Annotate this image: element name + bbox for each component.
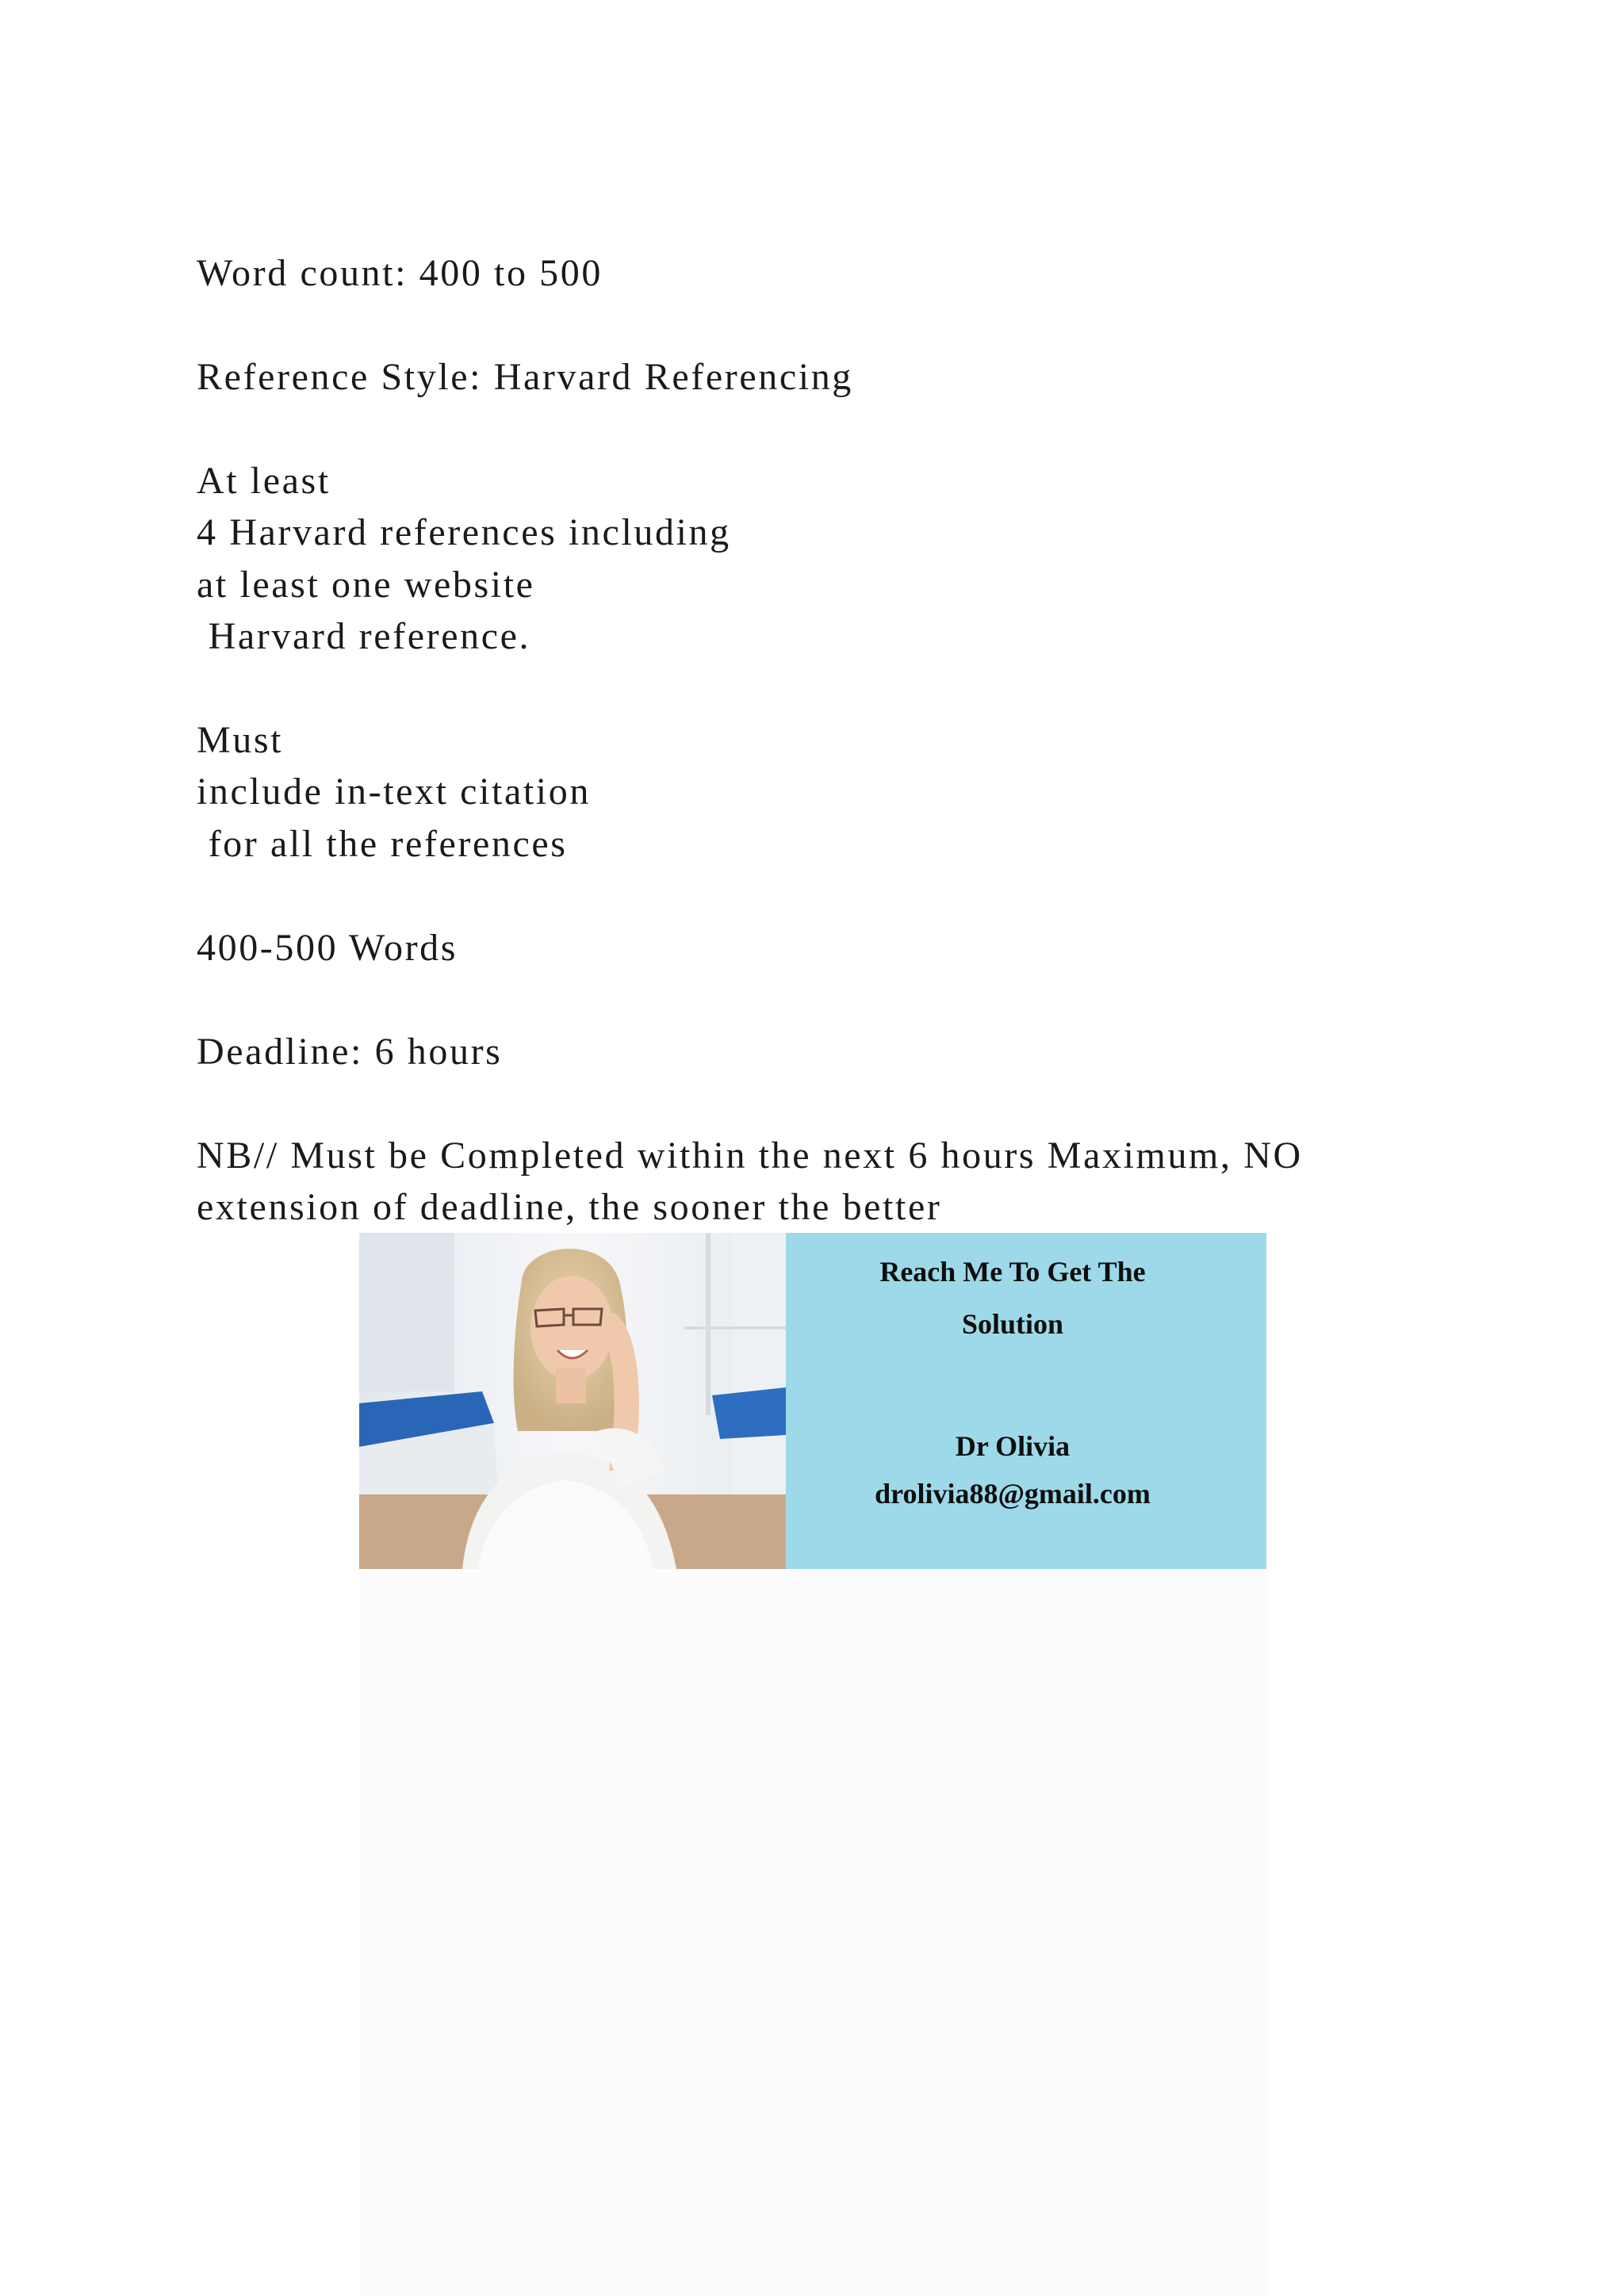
reference-style-text: Reference Style: Harvard Referencing [197,356,853,398]
promo-heading: Reach Me To Get The [879,1256,1146,1288]
promo-panel [786,1233,1266,1569]
references-requirement-line: Harvard reference. [197,615,531,657]
note-line: NB// Must be Completed within the next 6 hours Maximum, NO [197,1135,1303,1177]
contact-name: Dr Olivia [955,1430,1071,1462]
deadline-text: Deadline: 6 hours [197,1031,503,1073]
note-line: extension of deadline, the sooner the better [197,1186,942,1228]
citation-requirement-line: Must [197,719,284,761]
citation-requirement-line: for all the references [197,823,568,865]
words-text: 400-500 Words [197,927,458,969]
contact-email: drolivia88@gmail.com [875,1478,1151,1510]
promo-heading: Solution [961,1308,1064,1340]
word-count-text: Word count: 400 to 500 [197,252,603,294]
contact-banner [359,1233,1266,1569]
blank-region [359,1569,1266,2296]
woman-photo [359,1233,786,1569]
references-requirement-line: 4 Harvard references including [197,511,731,553]
references-requirement-line: at least one website [197,564,535,606]
references-requirement-line: At least [197,460,331,502]
citation-requirement-line: include in-text citation [197,771,591,813]
